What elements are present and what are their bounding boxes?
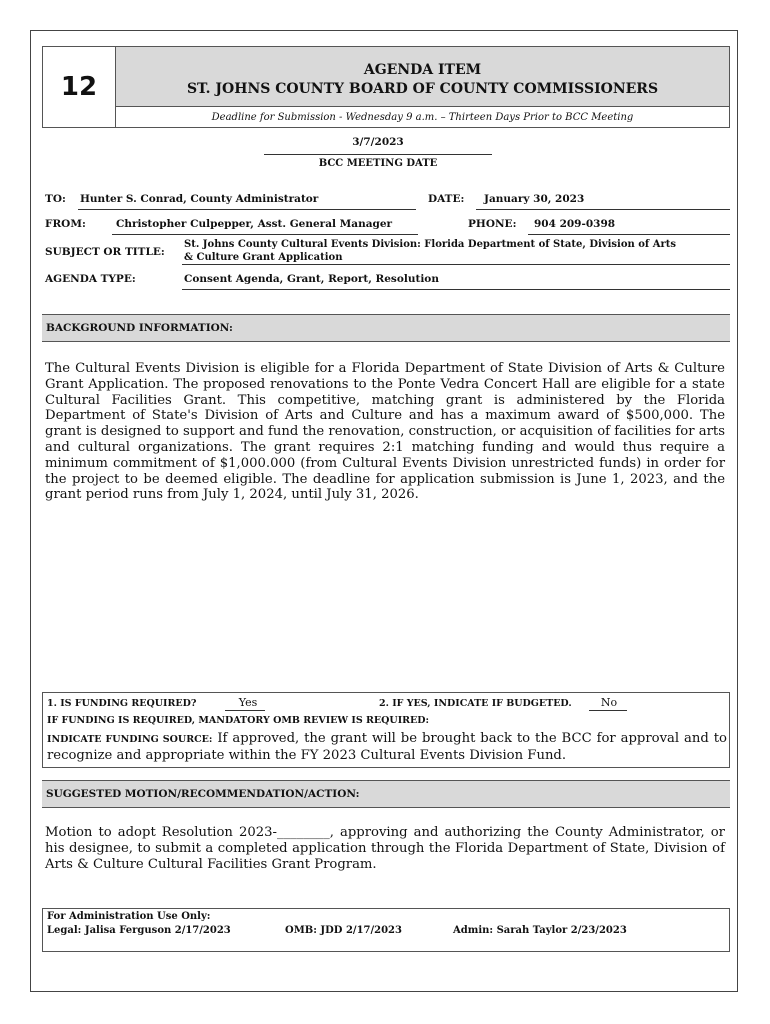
funding-source: [47, 731, 727, 764]
admin-heading: For Administration Use Only:: [47, 911, 211, 922]
funding-required-value: Yes: [238, 696, 258, 709]
budgeted-underline: [589, 710, 627, 711]
header-title: [116, 47, 729, 107]
background-heading: BACKGROUND INFORMATION:: [42, 314, 730, 342]
budgeted-label: 2. IF YES, INDICATE IF BUDGETED.: [379, 698, 572, 709]
meeting-date-underline: [264, 154, 492, 155]
funding-required-underline: [225, 710, 265, 711]
funding-required-label: 1. IS FUNDING REQUIRED?: [47, 698, 197, 709]
from-value: Christopher Culpepper, Asst. General Manager: [116, 218, 393, 230]
motion-text: Motion to adopt Resolution 2023-________, approving and authorizing the County Administrator, or his designee, to submit a completed application through the Florida Department of State, Division of Arts & Culture Cultural Facilities Grant Program.: [45, 825, 725, 872]
funding-source-text: If approved, the grant will be brought back to the BCC for approval and to recognize and appropriate within the FY 2023 Cultural Events Division Fund.: [47, 731, 727, 763]
submission-deadline: Deadline for Submission - Wednesday 9 a.m. – Thirteen Days Prior to BCC Meeting: [211, 112, 634, 123]
subject-value: [184, 238, 676, 264]
meeting-date-label: BCC MEETING DATE: [318, 158, 438, 169]
item-number: 12: [43, 47, 116, 127]
phone-value: 904 209-0398: [534, 218, 616, 230]
agenda-type-underline: [182, 289, 730, 290]
admin-use-box: [42, 908, 730, 952]
admin-omb: OMB: JDD 2/17/2023: [285, 925, 402, 936]
phone-label: PHONE:: [468, 218, 517, 230]
from-underline: [112, 234, 418, 235]
subject-underline: [182, 264, 730, 265]
budgeted-value: No: [600, 696, 618, 709]
meeting-date: 3/7/2023: [352, 136, 404, 148]
motion-heading: SUGGESTED MOTION/RECOMMENDATION/ACTION:: [42, 780, 730, 808]
funding-source-label: INDICATE FUNDING SOURCE:: [47, 734, 213, 745]
admin-legal: Legal: Jalisa Ferguson 2/17/2023: [47, 925, 231, 936]
subject-line1: St. Johns County Cultural Events Division: Florida Department of State, Division of Arts: [184, 239, 676, 250]
agenda-type-label: AGENDA TYPE:: [45, 273, 136, 285]
agenda-type-value: Consent Agenda, Grant, Report, Resolution: [184, 273, 439, 285]
date-label: DATE:: [428, 193, 465, 205]
from-label: FROM:: [45, 218, 86, 230]
header-title-line1: AGENDA ITEM: [363, 62, 482, 78]
omb-review-note: IF FUNDING IS REQUIRED, MANDATORY OMB REVIEW IS REQUIRED:: [47, 715, 430, 726]
date-underline: [476, 209, 730, 210]
background-text: The Cultural Events Division is eligible for a Florida Department of State Division of Arts & Culture Grant Application. The proposed renovations to the Ponte Vedra Concert Hall are eligible for a state Cultural Facilities Grant. This competitive, matching grant is administered by the Florida Department of State's Division of Arts and Culture and has a maximum award of $500,000. The grant is designed to support and fund the renovation, construction, or acquisition of facilities for arts and cultural organizations. The grant requires 2:1 matching funding and would thus require a minimum commitment of $1,000.000 (from Cultural Events Division unrestricted funds) in order for the project to be deemed eligible. The deadline for application submission is June 1, 2023, and the grant period runs from July 1, 2024, until July 31, 2026.: [45, 361, 725, 503]
to-value: Hunter S. Conrad, County Administrator: [80, 193, 319, 205]
to-underline: [78, 209, 416, 210]
to-label: TO:: [45, 193, 66, 205]
subject-line2: & Culture Grant Application: [184, 252, 343, 263]
date-value: January 30, 2023: [484, 193, 585, 205]
admin-signoff: Admin: Sarah Taylor 2/23/2023: [453, 925, 627, 936]
phone-underline: [528, 234, 730, 235]
subject-label: SUBJECT OR TITLE:: [45, 246, 165, 258]
agenda-header: [42, 46, 730, 128]
funding-box: [42, 692, 730, 768]
header-title-line2: ST. JOHNS COUNTY BOARD OF COUNTY COMMISSIONERS: [186, 81, 659, 97]
